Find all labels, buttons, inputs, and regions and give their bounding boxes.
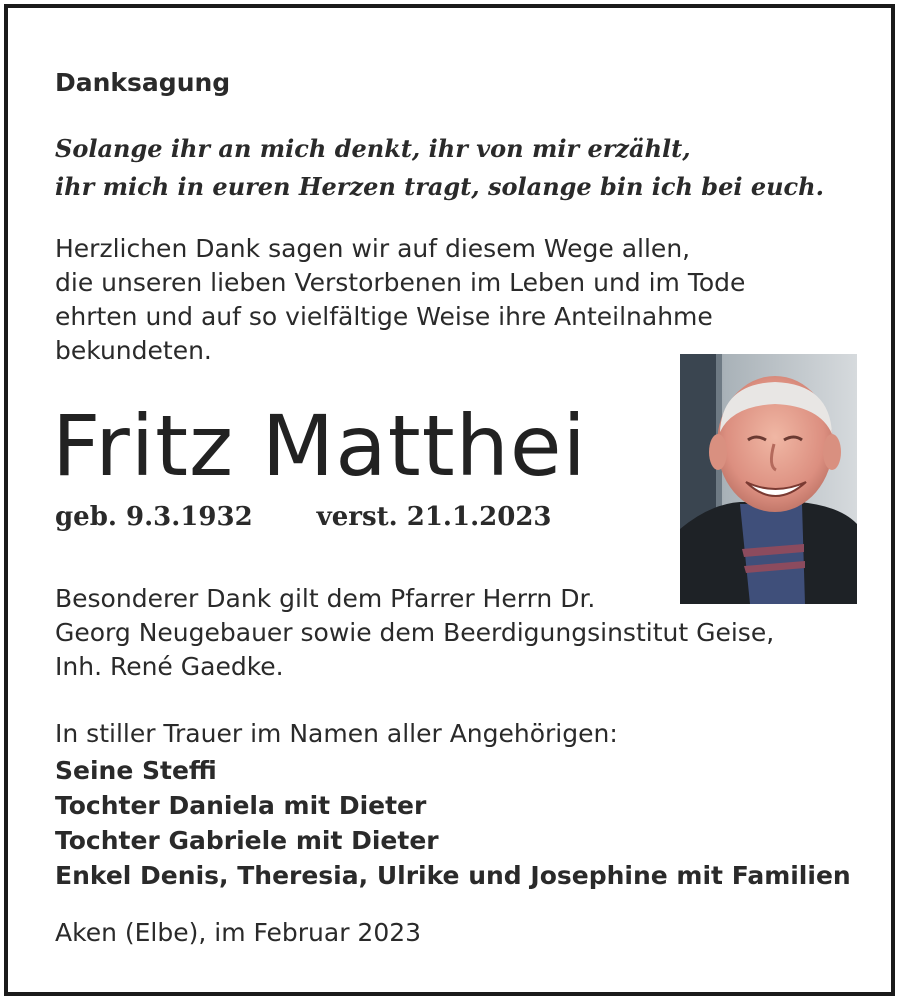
mourners-list [55, 753, 851, 893]
intro-text [55, 232, 745, 368]
quote-line: ihr mich in euren Herzen tragt, solange bin ich bei euch. [55, 172, 824, 201]
life-dates [55, 502, 552, 532]
mourner: Tochter Gabriele mit Dieter [55, 826, 439, 855]
portrait-photo-icon [680, 354, 857, 604]
place-date: Aken (Elbe), im Februar 2023 [55, 918, 422, 947]
intro-line: Herzlichen Dank sagen wir auf diesem Wege allen, [55, 234, 691, 263]
mourner: Seine Steffi [55, 756, 217, 785]
mourning-intro: In stiller Trauer im Namen aller Angehörigen: [55, 719, 618, 748]
special-thanks [55, 582, 774, 684]
deceased-name: Fritz Matthei [52, 397, 587, 495]
special-thanks-line: Inh. René Gaedke. [55, 652, 284, 681]
birth-date: geb. 9.3.1932 [55, 502, 253, 532]
special-thanks-line: Besonderer Dank gilt dem Pfarrer Herrn Dr. [55, 584, 596, 613]
intro-line: die unseren lieben Verstorbenen im Leben und im Tode [55, 268, 746, 297]
special-thanks-line: Georg Neugebauer sowie dem Beerdigungsinstitut Geise, [55, 618, 775, 647]
portrait-photo [680, 354, 857, 604]
mourner: Enkel Denis, Theresia, Ulrike und Josephine mit Familien [55, 861, 851, 890]
intro-line: ehrten und auf so vielfältige Weise ihre Anteilnahme [55, 302, 713, 331]
mourner: Tochter Daniela mit Dieter [55, 791, 427, 820]
heading: Danksagung [55, 68, 231, 97]
quote-line: Solange ihr an mich denkt, ihr von mir erzählt, [55, 134, 691, 163]
obituary-frame [4, 4, 895, 996]
intro-line: bekundeten. [55, 336, 212, 365]
death-date: verst. 21.1.2023 [316, 502, 552, 532]
quote [55, 130, 824, 206]
